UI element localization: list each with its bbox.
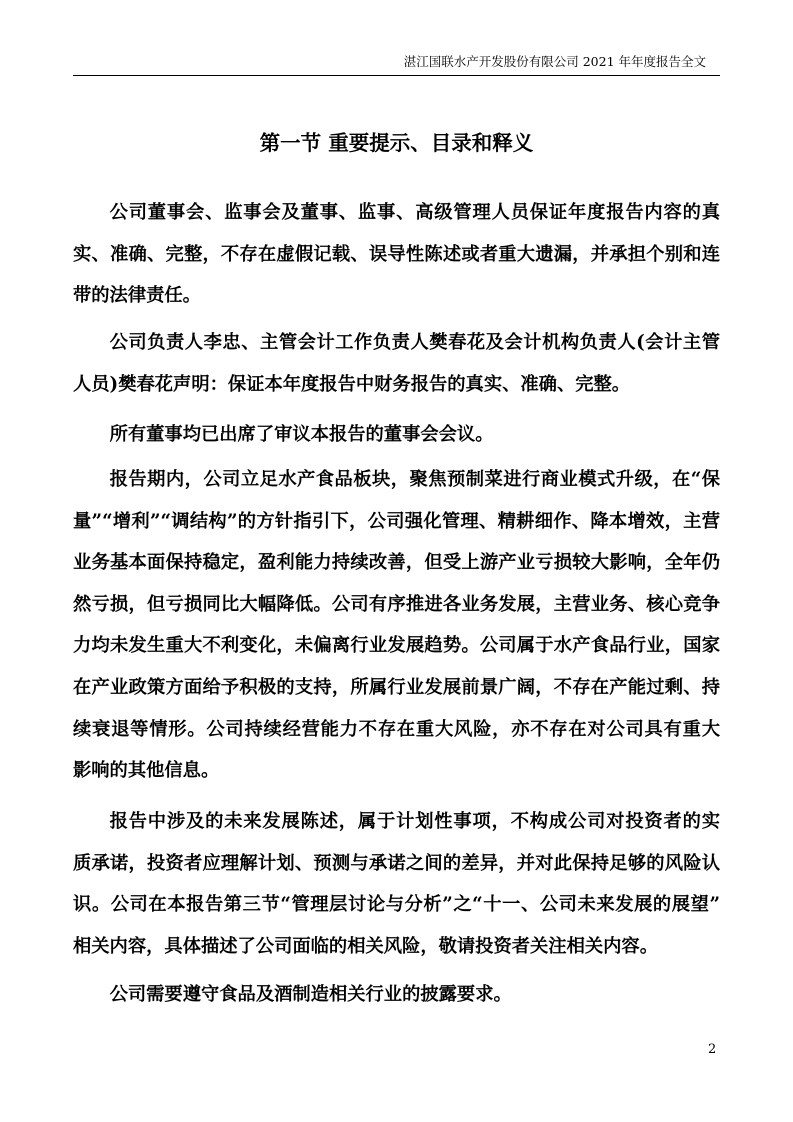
text-line: 公司需要遵守食品及酒制造相关行业的披露要求。 — [109, 984, 512, 1005]
text-line: 识。公司在本报告第三节“管理层讨论与分析”之“十一、公司未来发展的展望” — [73, 894, 720, 916]
section-title: 第一节 重要提示、目录和释义 — [259, 131, 534, 155]
text-line: 人员)樊春花声明：保证本年度报告中财务报告的真实、准确、完整。 — [73, 373, 631, 395]
text-line: 在产业政策方面给予积极的支持，所属行业发展前景广阔，不存在产能过剩、持 — [73, 676, 720, 698]
text-line: 然亏损，但亏损同比大幅降低。公司有序推进各业务发展，主营业务、核心竞争 — [73, 593, 720, 615]
text-line: 带的法律责任。 — [73, 285, 201, 307]
text-line: 公司董事会、监事会及董事、监事、高级管理人员保证年度报告内容的真 — [109, 202, 720, 223]
text-line: 影响的其他信息。 — [73, 760, 220, 782]
paragraph-officer-statement — [73, 322, 720, 405]
text-line: 业务基本面保持稳定，盈利能力持续改善，但受上游产业亏损较大影响，全年仍 — [73, 552, 720, 574]
paragraph-director-attendance — [73, 414, 720, 456]
text-line: 公司负责人李忠、主管会计工作负责人樊春花及会计机构负责人(会计主管 — [109, 332, 720, 353]
text-line: 量”“增利”“调结构”的方针指引下，公司强化管理、精耕细作、降本增效，主营 — [73, 510, 720, 532]
text-line: 实、准确、完整，不存在虚假记载、误导性陈述或者重大遗漏，并承担个别和连 — [73, 243, 720, 265]
text-line: 报告中涉及的未来发展陈述，属于计划性事项，不构成公司对投资者的实 — [109, 811, 720, 832]
text-line: 所有董事均已出席了审议本报告的董事会会议。 — [109, 424, 494, 445]
report-header: 湛江国联水产开发股份有限公司 2021 年年度报告全文 — [403, 54, 706, 69]
text-line: 力均未发生重大不利变化，未偏离行业发展趋势。公司属于水产食品行业，国家 — [73, 635, 720, 657]
paragraph-reporting-period — [73, 459, 720, 792]
text-line: 相关内容，具体描述了公司面临的相关风险，敬请投资者关注相关内容。 — [73, 935, 658, 957]
paragraph-forward-looking — [73, 801, 720, 967]
text-line: 续衰退等情形。公司持续经营能力不存在重大风险，亦不存在对公司具有重大 — [73, 718, 720, 740]
page-number: 2 — [708, 1042, 717, 1057]
paragraph-disclosure-requirement — [73, 974, 720, 1016]
paragraph-board-guarantee — [73, 192, 720, 317]
text-line: 报告期内，公司立足水产食品板块，聚焦预制菜进行商业模式升级，在“保 — [109, 469, 720, 490]
header-divider — [73, 75, 720, 76]
text-line: 质承诺，投资者应理解计划、预测与承诺之间的差异，并对此保持足够的风险认 — [73, 852, 720, 874]
